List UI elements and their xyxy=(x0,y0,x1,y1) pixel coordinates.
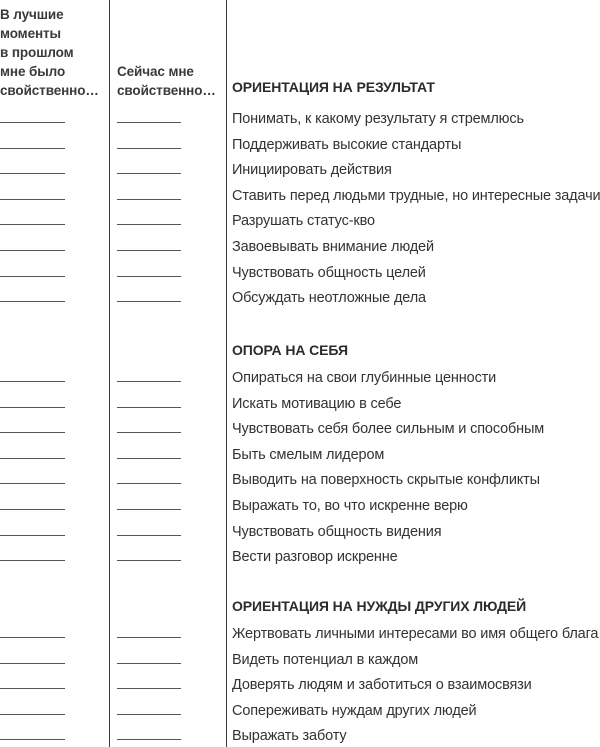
now-answer-blank[interactable] xyxy=(117,739,181,740)
checklist-row xyxy=(0,675,600,695)
statement-text: Завоевывать внимание людей xyxy=(232,239,434,255)
checklist-row xyxy=(0,650,600,670)
now-answer-blank[interactable] xyxy=(117,535,181,536)
now-answer-blank[interactable] xyxy=(117,276,181,277)
now-answer-blank[interactable] xyxy=(117,199,181,200)
past-answer-blank[interactable] xyxy=(0,407,65,408)
statement-text: Ставить перед людьми трудные, но интересные задачи xyxy=(232,188,600,204)
checklist-row xyxy=(0,445,600,465)
checklist-row xyxy=(0,547,600,567)
statement-text: Обсуждать неотложные дела xyxy=(232,290,426,306)
now-answer-blank[interactable] xyxy=(117,663,181,664)
now-answer-blank[interactable] xyxy=(117,407,181,408)
now-answer-blank[interactable] xyxy=(117,509,181,510)
statement-text: Выражать то, во что искренне верю xyxy=(232,498,468,514)
past-answer-blank[interactable] xyxy=(0,301,65,302)
statement-text: Быть смелым лидером xyxy=(232,447,385,463)
statement-text: Видеть потенциал в каждом xyxy=(232,652,419,668)
statement-text: Чувствовать общность целей xyxy=(232,265,426,281)
statement-text: Доверять людям и заботиться о взаимосвязи xyxy=(232,677,532,693)
now-answer-blank[interactable] xyxy=(117,432,181,433)
now-answer-blank[interactable] xyxy=(117,173,181,174)
now-answer-blank[interactable] xyxy=(117,250,181,251)
now-answer-blank[interactable] xyxy=(117,301,181,302)
now-answer-blank[interactable] xyxy=(117,224,181,225)
past-answer-blank[interactable] xyxy=(0,276,65,277)
past-answer-blank[interactable] xyxy=(0,250,65,251)
past-answer-blank[interactable] xyxy=(0,458,65,459)
past-answer-blank[interactable] xyxy=(0,432,65,433)
now-answer-blank[interactable] xyxy=(117,688,181,689)
checklist-row xyxy=(0,496,600,516)
past-answer-blank[interactable] xyxy=(0,381,65,382)
checklist-row xyxy=(0,726,600,746)
past-answer-blank[interactable] xyxy=(0,483,65,484)
statement-text: Вести разговор искренне xyxy=(232,549,398,565)
checklist-row xyxy=(0,186,600,206)
now-answer-blank[interactable] xyxy=(117,560,181,561)
checklist-row xyxy=(0,624,600,644)
past-answer-blank[interactable] xyxy=(0,173,65,174)
statement-text: Понимать, к какому результату я стремлюсь xyxy=(232,111,524,127)
checklist-row xyxy=(0,237,600,257)
past-answer-blank[interactable] xyxy=(0,714,65,715)
statement-text: Сопереживать нуждам других людей xyxy=(232,703,477,719)
past-answer-blank[interactable] xyxy=(0,560,65,561)
checklist-row xyxy=(0,522,600,542)
past-answer-blank[interactable] xyxy=(0,637,65,638)
section-title: ОПОРА НА СЕБЯ xyxy=(232,342,348,358)
statement-text: Жертвовать личными интересами во имя общего блага xyxy=(232,626,599,642)
section-title: ОРИЕНТАЦИЯ НА РЕЗУЛЬТАТ xyxy=(232,79,435,95)
checklist-row xyxy=(0,211,600,231)
now-answer-blank[interactable] xyxy=(117,637,181,638)
statement-text: Разрушать статус-кво xyxy=(232,213,375,229)
past-column-header: В лучшие моменты в прошлом мне было свойственно… xyxy=(0,7,99,98)
past-answer-blank[interactable] xyxy=(0,148,65,149)
checklist-row xyxy=(0,368,600,388)
checklist-row xyxy=(0,701,600,721)
checklist-row xyxy=(0,135,600,155)
now-answer-blank[interactable] xyxy=(117,381,181,382)
checklist-row xyxy=(0,263,600,283)
past-answer-blank[interactable] xyxy=(0,199,65,200)
now-column-header: Сейчас мне свойственно… xyxy=(117,64,216,98)
statement-text: Искать мотивацию в себе xyxy=(232,396,402,412)
statement-text: Чувствовать общность видения xyxy=(232,524,442,540)
past-answer-blank[interactable] xyxy=(0,688,65,689)
statement-text: Опираться на свои глубинные ценности xyxy=(232,370,497,386)
statement-text: Выводить на поверхность скрытые конфликты xyxy=(232,472,540,488)
statement-text: Поддерживать высокие стандарты xyxy=(232,137,462,153)
statement-text: Инициировать действия xyxy=(232,162,392,178)
past-answer-blank[interactable] xyxy=(0,663,65,664)
checklist-row xyxy=(0,419,600,439)
now-answer-blank[interactable] xyxy=(117,122,181,123)
section-title: ОРИЕНТАЦИЯ НА НУЖДЫ ДРУГИХ ЛЮДЕЙ xyxy=(232,598,527,614)
statement-text: Чувствовать себя более сильным и способным xyxy=(232,421,545,437)
checklist-row xyxy=(0,288,600,308)
past-answer-blank[interactable] xyxy=(0,224,65,225)
now-answer-blank[interactable] xyxy=(117,458,181,459)
past-answer-blank[interactable] xyxy=(0,739,65,740)
past-answer-blank[interactable] xyxy=(0,509,65,510)
now-answer-blank[interactable] xyxy=(117,148,181,149)
past-answer-blank[interactable] xyxy=(0,535,65,536)
checklist-row xyxy=(0,109,600,129)
now-answer-blank[interactable] xyxy=(117,483,181,484)
now-answer-blank[interactable] xyxy=(117,714,181,715)
checklist-row xyxy=(0,470,600,490)
checklist-row xyxy=(0,394,600,414)
checklist-row xyxy=(0,160,600,180)
past-answer-blank[interactable] xyxy=(0,122,65,123)
statement-text: Выражать заботу xyxy=(232,728,347,744)
